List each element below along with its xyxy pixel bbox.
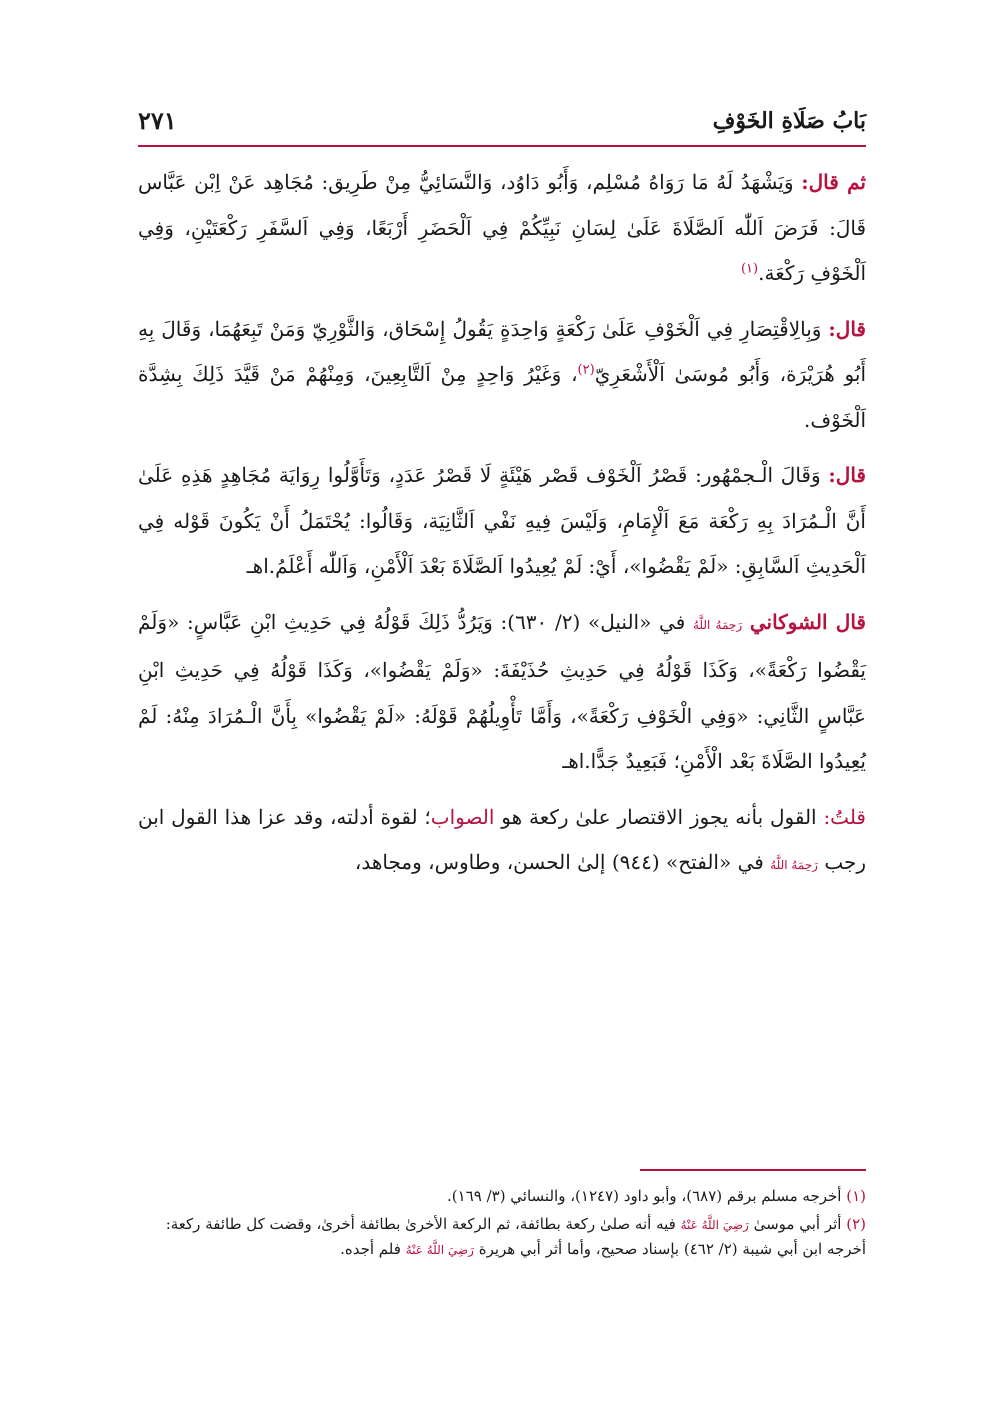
paragraph-text: في «النيل» (٢/ ٦٣٠): وَيَرُدُّ ذَلِكَ قَوْلُهُ فِي حَدِيثِ ابْنِ عَبَّاسٍ: «وَلَمْ يَقْضُوا رَكْعَةً»، وَكَذَا قَوْلُهُ فِي حَدِيثِ حُذَيْفَةَ: «وَلَمْ يَقْضُوا»، وَكَذَا قَوْلُهُ فِي حَدِيثِ ابْنِ عَبَّاسٍ الثَّانِي: «وَفِي الْخَوْفِ رَكْعَةً»، وَأَمَّا تَأْوِيلُهُمْ قَوْلَهُ: «لَمْ يَقْضُوا» بِأَنَّ الْـمُرَادَ مِنْهُ: لَمْ يُعِيدُوا الصَّلَاةَ بَعْد الْأَمْنِ؛ فَبَعِيدٌ جَدًّا.اهـ (138, 609, 866, 773)
footnote-number: (١) (846, 1187, 866, 1205)
paragraph-2 (138, 307, 866, 444)
paragraph-text: ، وَغَيْرُ وَاحِدٍ مِنْ اَلتَّابِعِينَ، وَمِنْهُمْ مَنْ قَيَّدَ ذَلِكَ بِشِدَّة اَلْخَوْف. (138, 362, 866, 432)
paragraph-text: ؛ لقوة أدلته، وقد عزا هذا القول ابن رجب (138, 804, 866, 874)
paragraph-1 (138, 160, 866, 297)
footnotes (138, 1184, 866, 1266)
footnote-marker[interactable]: (٢) (577, 362, 595, 378)
paragraph-text: في «الفتح» (٩٤٤) إلىٰ الحسن، وطاوس، ومجاهد، (354, 850, 771, 874)
footnote-marker[interactable]: (١) (740, 261, 759, 277)
footnote-text: فلم أجده. (340, 1240, 406, 1258)
paragraph-text: وَقَالَ الْـجمْهُور: قَصْرُ اَلْخَوْف قَصْر هَيْئَةٍ لَا قَصْرُ عَدَدٍ، وَتَأَوَّلُوا رِوَايَة مُجَاهِدٍ هَذِهِ عَلَىٰ أَنَّ الْـمُرَادَ بِهِ رَكْعَة مَعَ اَلْإِمَامِ، وَلَيْسَ فِيهِ نَفْي اَلثَّانِيَة، وَقَالُوا: يُحْتَمَلُ أَنْ يَكُونَ قَوْله فِي اَلْحَدِيثِ اَلسَّابِقِ: «لَمْ يَقْضُوا»، أَيْ: لَمْ يُعِيدُوا اَلصَّلَاةَ بَعْدَ اَلْأَمْنِ، وَاَللّٰه أَعْلَمُ.اهـ (138, 463, 866, 578)
paragraph-lead: قلتُ: (823, 804, 866, 829)
header-divider (138, 145, 866, 147)
page-header (138, 102, 866, 146)
footnote-number: (٢) (846, 1215, 866, 1233)
footnote-divider (640, 1169, 866, 1171)
paragraph-text: القول بأنه يجوز الاقتصار علىٰ ركعة هو (494, 804, 824, 829)
paragraph-lead: ثم قال: (801, 170, 866, 194)
paragraph-text: وَبِالِاقْتِصَارِ فِي اَلْخَوْفِ عَلَىٰ رَكْعَةٍ وَاحِدَةٍ يَقُولُ إِسْحَاق، وَالثَّوْرِيّ وَمَنْ تَبِعَهُمَا، وَقَالَ بِهِ أَبُو هُرَيْرَة، وَأَبُو مُوسَىٰ اَلْأَشْعَرِيّ (138, 316, 866, 386)
highlighted-word: الصواب (430, 804, 495, 829)
main-text (138, 160, 866, 899)
paragraph-5 (138, 795, 866, 889)
footnote-2 (138, 1212, 866, 1262)
honorific-glyph: رَحِمَهُ اللَّهُ (692, 617, 743, 632)
paragraph-text: وَيَشْهَدُ لَهُ مَا رَوَاهُ مُسْلِم، وَأَبُو دَاوُد، وَالنَّسَائِيُّ مِنْ طَرِيق: مُجَاهِد عَنْ اِبْن عَبَّاس قَالَ: فَرَضَ اَللّٰه اَلصَّلَاةَ عَلَىٰ لِسَانِ نَبِيِّكُمْ فِي اَلْحَضَرِ أَرْبَعًا، وَفِي اَلسَّفَرِ رَكْعَتَيْنِ، وَفِي اَلْخَوْفِ رَكْعَة. (138, 170, 866, 285)
footnote-text: أثر أبي موسىٰ (748, 1215, 847, 1233)
honorific-glyph: رَضِيَ اللَّهُ عَنْهُ (405, 1243, 474, 1257)
scholar-name: قال الشوكاني (749, 609, 866, 634)
paragraph-4 (138, 600, 866, 785)
footnote-text: أخرجه مسلم برقم (٦٨٧)، وأبو داود (١٢٤٧)، والنسائي (٣/ ١٦٩). (447, 1187, 847, 1205)
honorific-glyph: رَضِيَ اللَّهُ عَنْهُ (680, 1218, 749, 1232)
paragraph-lead: قال: (828, 316, 866, 341)
chapter-title: بَابُ صَلَاةِ الخَوْفِ (712, 108, 866, 134)
paragraph-3 (138, 453, 866, 590)
paragraph-lead: قال: (828, 463, 866, 487)
footnote-1 (138, 1184, 866, 1208)
honorific-glyph: رَحِمَهُ اللَّهُ (770, 858, 818, 872)
footnote-text: فيه أنه صلىٰ ركعة بطائفة، ثم الركعة الأخرىٰ بطائفة أخرىٰ، وقضت كل طائفة ركعة: أخرجه ابن أبي شيبة (٢/ ٤٦٢) بإسناد صحيح، وأما أثر أبي هريرة (165, 1215, 866, 1258)
page-number: ٢٧١ (138, 106, 177, 135)
